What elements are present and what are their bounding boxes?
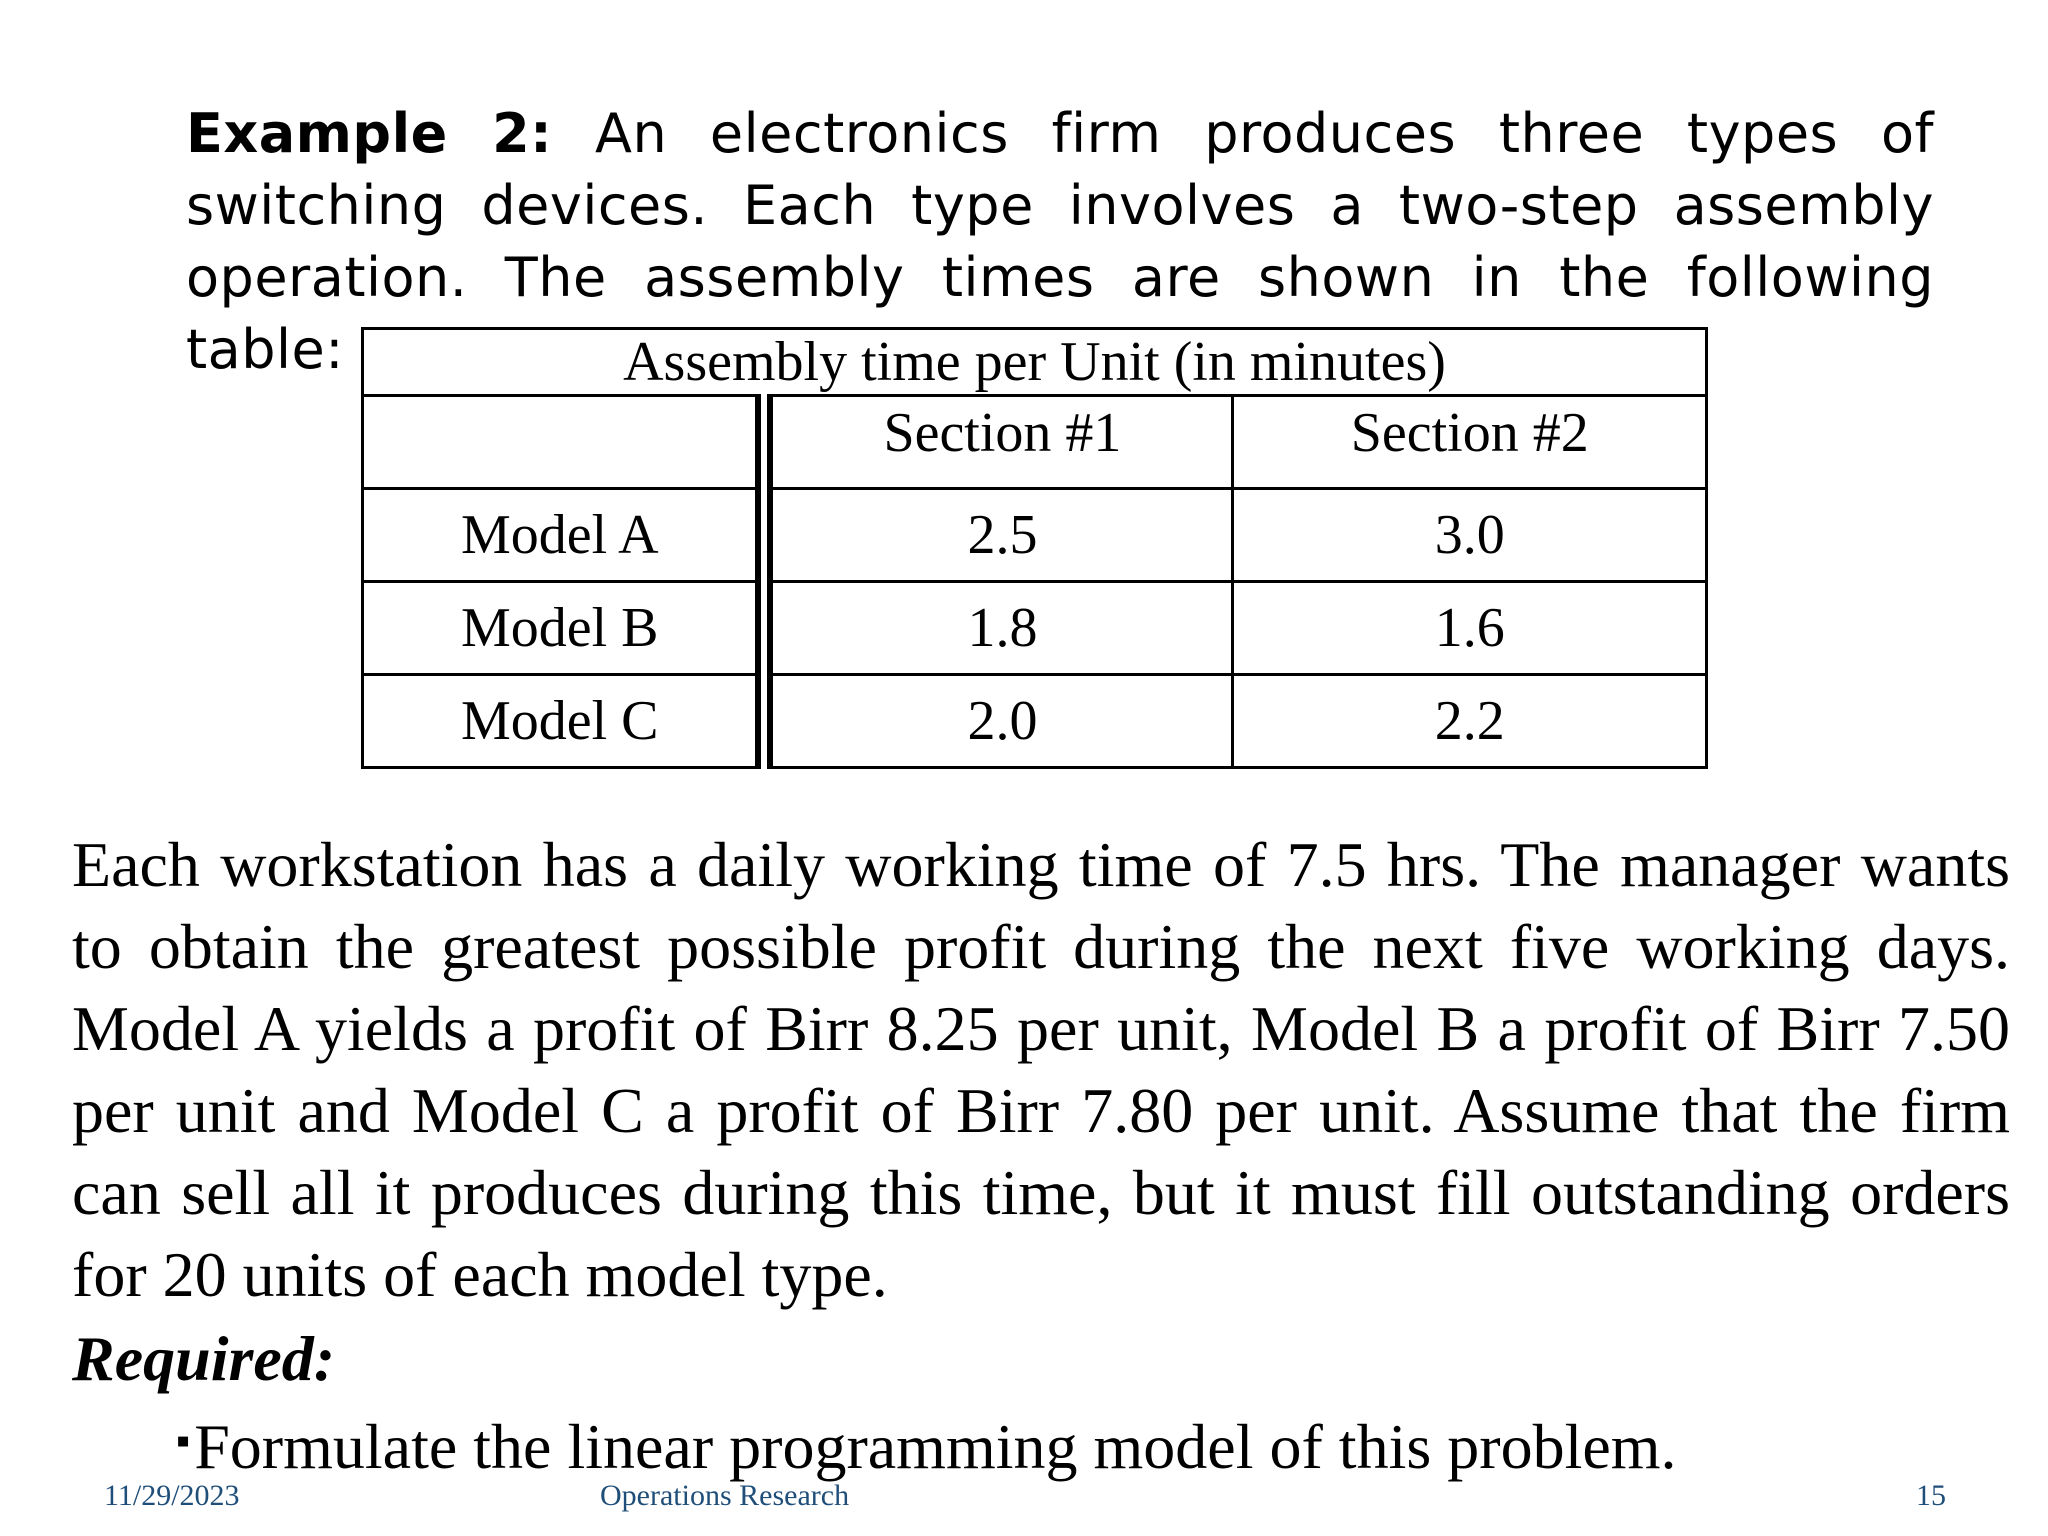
footer-page-number: 15 — [1916, 1479, 1946, 1512]
section-1-time-cell: 2.0 — [764, 675, 1232, 768]
table-row — [363, 582, 1707, 675]
table-row — [363, 675, 1707, 768]
task-bullet — [176, 1400, 1677, 1488]
model-name-cell: Model A — [363, 489, 765, 582]
section-1-time-cell: 1.8 — [764, 582, 1232, 675]
footer-title: Operations Research — [600, 1479, 850, 1512]
table-header-row — [363, 396, 1707, 489]
model-name-cell: Model C — [363, 675, 765, 768]
table-caption-row — [363, 329, 1707, 396]
square-bullet-icon: ▪ — [176, 1418, 191, 1463]
example-text: An electronics firm produces three types of switching devices. Each type involves a two-step assembly operation. The assembly times are shown in the following table: — [186, 102, 1934, 381]
section-2-time-cell: 2.2 — [1233, 675, 1707, 768]
header-cell-empty — [363, 396, 765, 489]
assembly-time-table — [361, 327, 1708, 769]
section-1-time-cell: 2.5 — [764, 489, 1232, 582]
model-name-cell: Model B — [363, 582, 765, 675]
problem-paragraph: Each workstation has a daily working time of 7.5 hrs. The manager wants to obtain the greatest possible profit during the next five working days. Model A yields a profit of Birr 8.25 per unit, Model B a profit of Birr 7.50 per unit and Model C a profit of Birr 7.80 per unit. Assume that the firm can sell all it produces during this time, but it must fill outstanding orders for 20 units of each model type. — [72, 829, 2010, 1310]
table-caption: Assembly time per Unit (in minutes) — [363, 329, 1707, 396]
task-text: Formulate the linear programming model of this problem. — [194, 1411, 1677, 1482]
example-label: Example 2: — [186, 102, 553, 165]
section-2-time-cell: 3.0 — [1233, 489, 1707, 582]
header-section-1: Section #1 — [764, 396, 1232, 489]
table-row — [363, 489, 1707, 582]
required-heading: Required: — [72, 1323, 336, 1394]
footer-date: 11/29/2023 — [104, 1479, 240, 1512]
header-section-2: Section #2 — [1233, 396, 1707, 489]
section-2-time-cell: 1.6 — [1233, 582, 1707, 675]
